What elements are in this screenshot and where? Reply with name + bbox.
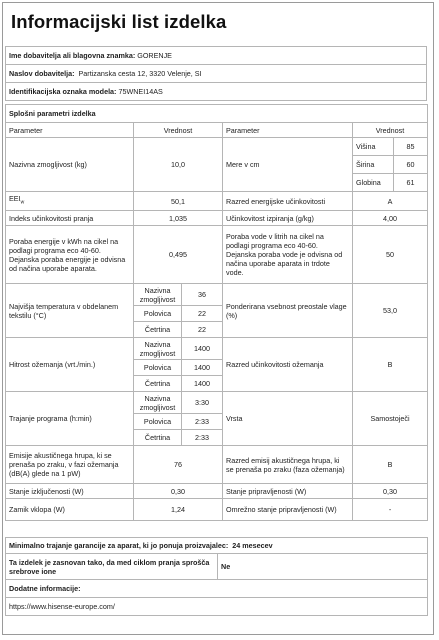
spin-half-value: 1400: [182, 360, 223, 376]
residual-moisture-label: Ponderirana vsebnost preostale vlage (%): [223, 284, 353, 338]
off-mode-label: Stanje izključenosti (W): [6, 484, 134, 499]
noise-class-label: Razred emisij akustičnega hrupa, ki se prenaša po zraku (faza ožemanja): [223, 446, 353, 484]
energy-consumption-label: Poraba energije v kWh na cikel na podlagi programa eco 40-60. Dejanska poraba energije je odvisna od načina uporabe aparata.: [6, 226, 134, 284]
width-value: 60: [394, 156, 428, 174]
supplier-label: Ime dobavitelja ali blagovna znamka:: [9, 51, 136, 60]
max-temp-rated-label: Nazivna zmogljivost: [134, 284, 182, 306]
max-temp-half-label: Polovica: [134, 306, 182, 322]
width-label: Širina: [353, 156, 394, 174]
column-header-row: [6, 123, 428, 138]
max-temp-rated-value: 36: [182, 284, 223, 306]
duration-label: Trajanje programa (h:min): [6, 392, 134, 446]
residual-moisture-value: 53,0: [353, 284, 428, 338]
footer-table: [5, 537, 428, 616]
noise-label: Emisije akustičnega hrupa, ki se prenaša po zraku, v fazi ožemanja (dB(A) glede na 1 pW): [6, 446, 134, 484]
guarantee-label: Minimalno trajanje garancije za aparat, ki jo ponuja proizvajalec:: [9, 541, 229, 550]
additional-title-row: [6, 580, 428, 598]
col-parameter-left: Parameter: [6, 123, 134, 138]
max-temp-quarter-label: Četrtina: [134, 322, 182, 338]
off-mode-value: 0,30: [134, 484, 223, 499]
duration-rated-label: Nazivna zmogljivost: [134, 392, 182, 414]
table-row: [6, 284, 428, 306]
duration-half-value: 2:33: [182, 414, 223, 430]
spin-class-value: B: [353, 338, 428, 392]
additional-url[interactable]: https://www.hisense-europe.com/: [6, 598, 428, 616]
address-value: Partizanska cesta 12, 3320 Velenje, SI: [78, 69, 202, 78]
noise-value: 76: [134, 446, 223, 484]
table-row: [6, 338, 428, 360]
col-parameter-right: Parameter: [223, 123, 353, 138]
silver-value: Ne: [218, 554, 428, 580]
spin-quarter-label: Četrtina: [134, 376, 182, 392]
spin-class-label: Razred učinkovitosti ožemanja: [223, 338, 353, 392]
water-consumption-label: Poraba vode v litrih na cikel na podlagi programa eco 40-60. Dejanska poraba vode je odvisna od načina uporabe aparata in trdote vode.: [223, 226, 353, 284]
spin-quarter-value: 1400: [182, 376, 223, 392]
water-consumption-value: 50: [353, 226, 428, 284]
type-value: Samostoječi: [353, 392, 428, 446]
col-value-left: Vrednost: [134, 123, 223, 138]
spin-speed-label: Hitrost ožemanja (vrt./min.): [6, 338, 134, 392]
guarantee-row: [6, 538, 428, 554]
rinse-label: Učinkovitost izpiranja (g/kg): [223, 211, 353, 226]
eei-label: [6, 192, 134, 211]
standby-value: 0,30: [353, 484, 428, 499]
supplier-table: [5, 46, 427, 101]
table-row: [6, 446, 428, 484]
capacity-label: Nazivna zmogljivost (kg): [6, 138, 134, 192]
table-row: [6, 499, 428, 521]
additional-url-row: [6, 598, 428, 616]
height-value: 85: [394, 138, 428, 156]
max-temperature-label: Najvišja temperatura v obdelanem tekstilu (°C): [6, 284, 134, 338]
standby-label: Stanje pripravljenosti (W): [223, 484, 353, 499]
model-row: [6, 83, 427, 101]
duration-rated-value: 3:30: [182, 392, 223, 414]
col-value-right: Vrednost: [353, 123, 428, 138]
model-value: 75WNEI14AS: [118, 87, 163, 96]
wash-index-label: Indeks učinkovitosti pranja: [6, 211, 134, 226]
parameters-table: [5, 104, 428, 521]
additional-label: Dodatne informacije:: [6, 580, 428, 598]
duration-half-label: Polovica: [134, 414, 182, 430]
networked-standby-label: Omrežno stanje pripravljenosti (W): [223, 499, 353, 521]
max-temp-quarter-value: 22: [182, 322, 223, 338]
rinse-value: 4,00: [353, 211, 428, 226]
delay-start-value: 1,24: [134, 499, 223, 521]
duration-quarter-value: 2:33: [182, 430, 223, 446]
networked-standby-value: -: [353, 499, 428, 521]
model-label: Identifikacijska oznaka modela:: [9, 87, 117, 96]
delay-start-label: Zamik vklopa (W): [6, 499, 134, 521]
height-label: Višina: [353, 138, 394, 156]
energy-consumption-value: 0,495: [134, 226, 223, 284]
type-label: Vrsta: [223, 392, 353, 446]
table-row: [6, 392, 428, 414]
max-temp-half-value: 22: [182, 306, 223, 322]
address-label: Naslov dobavitelja:: [9, 69, 75, 78]
silver-label: Ta izdelek je zasnovan tako, da med ciklom pranja sprošča srebrove ione: [6, 554, 218, 580]
capacity-value: 10,0: [134, 138, 223, 192]
table-row: [6, 211, 428, 226]
table-row: [6, 138, 428, 156]
energy-class-label: Razred energijske učinkovitosti: [223, 192, 353, 211]
supplier-value: GORENJE: [137, 51, 172, 60]
energy-class-value: A: [353, 192, 428, 211]
guarantee-cell: [6, 538, 428, 554]
table-row: [6, 192, 428, 211]
table-row: [6, 484, 428, 499]
spin-half-label: Polovica: [134, 360, 182, 376]
noise-class-value: B: [353, 446, 428, 484]
supplier-row: [6, 47, 427, 65]
silver-row: [6, 554, 428, 580]
guarantee-value: 24 mesecev: [232, 541, 273, 550]
section-title: Splošni parametri izdelka: [6, 105, 428, 123]
section-title-row: [6, 105, 428, 123]
address-row: [6, 65, 427, 83]
depth-value: 61: [394, 174, 428, 192]
eei-label-text: EEI: [9, 194, 21, 204]
spin-rated-value: 1400: [182, 338, 223, 360]
spin-rated-label: Nazivna zmogljivost: [134, 338, 182, 360]
duration-quarter-label: Četrtina: [134, 430, 182, 446]
wash-index-value: 1,035: [134, 211, 223, 226]
dimensions-label: Mere v cm: [223, 138, 353, 192]
depth-label: Globina: [353, 174, 394, 192]
eei-value: 50,1: [134, 192, 223, 211]
page-title: Informacijski list izdelka: [11, 11, 227, 32]
table-row: [6, 226, 428, 284]
eei-subscript: w: [20, 199, 25, 206]
